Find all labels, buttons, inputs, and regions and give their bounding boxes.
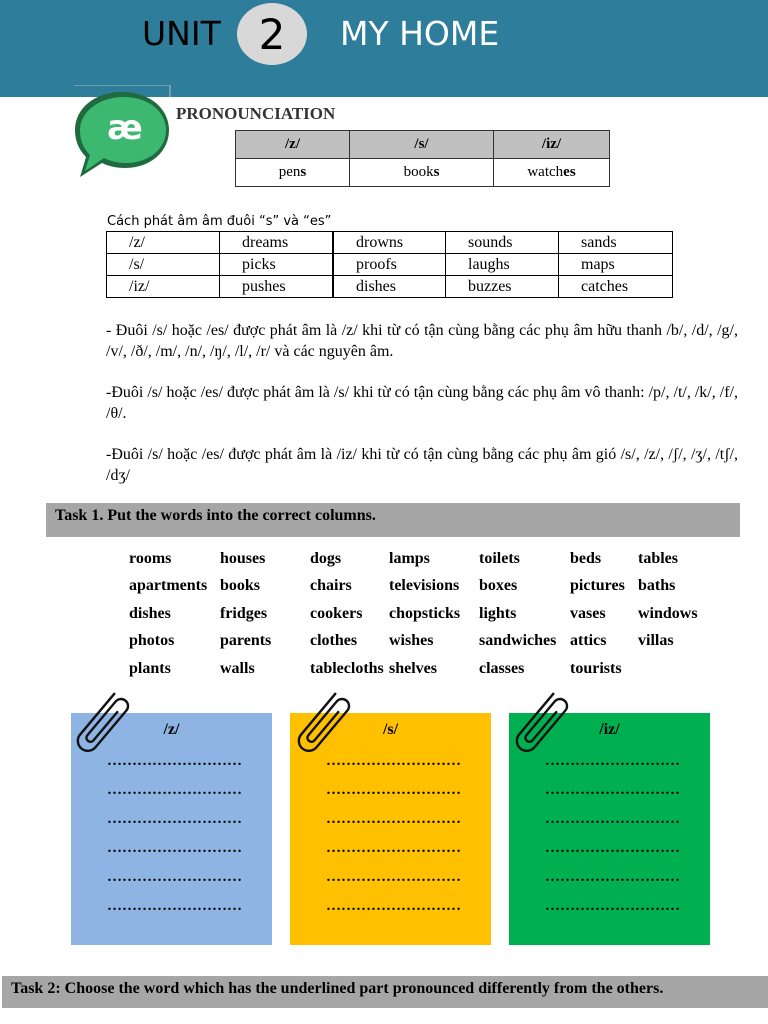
answer-blank[interactable]: ……………………… bbox=[545, 898, 680, 914]
word-item: fridges bbox=[220, 605, 268, 622]
paperclip-icon bbox=[283, 684, 363, 764]
table-cell: laughs bbox=[446, 254, 559, 276]
answer-blank[interactable]: ……………………… bbox=[107, 811, 242, 827]
rule-s: -Đuôi /s/ hoặc /es/ được phát âm là /s/ khi từ có tận cùng bằng các phụ âm vô thanh: /p/, /t/, /k/, /f/, /θ/. bbox=[106, 384, 738, 422]
table-cell: proofs bbox=[333, 254, 446, 276]
word-item: boxes bbox=[479, 577, 518, 594]
table-cell: dreams bbox=[220, 232, 334, 254]
header-iz: /iz/ bbox=[494, 131, 610, 159]
answer-blank[interactable]: ……………………… bbox=[545, 840, 680, 856]
svg-text:æ: æ bbox=[107, 108, 143, 148]
word-item: dishes bbox=[129, 605, 171, 622]
answer-blank[interactable]: ……………………… bbox=[107, 753, 242, 769]
word-item: vases bbox=[570, 605, 606, 622]
word-item: photos bbox=[129, 632, 175, 649]
unit-label: UNIT bbox=[142, 14, 221, 53]
table-cell: pushes bbox=[220, 276, 334, 298]
answer-blank[interactable]: ……………………… bbox=[545, 782, 680, 798]
answer-blank[interactable]: ……………………… bbox=[545, 869, 680, 885]
unit-number-badge: 2 bbox=[237, 3, 307, 65]
table-row bbox=[107, 232, 673, 254]
unit-title: MY HOME bbox=[340, 14, 500, 53]
word-item: tourists bbox=[570, 660, 622, 677]
paperclip-icon bbox=[501, 684, 581, 764]
answer-blank[interactable]: ……………………… bbox=[107, 782, 242, 798]
word-item: shelves bbox=[389, 660, 437, 677]
table-cell: drowns bbox=[333, 232, 446, 254]
word-item: chairs bbox=[310, 577, 352, 594]
word-item: tables bbox=[638, 550, 678, 567]
answer-blank[interactable]: ……………………… bbox=[545, 811, 680, 827]
word-item: classes bbox=[479, 660, 525, 677]
answer-blank[interactable]: ……………………… bbox=[326, 869, 461, 885]
ending-table-caption: Cách phát âm âm đuôi “s” và “es” bbox=[107, 214, 332, 229]
pronunciation-table bbox=[235, 130, 610, 187]
word-item: plants bbox=[129, 660, 171, 677]
speech-bubble-ae-icon bbox=[70, 85, 174, 180]
answer-blank[interactable]: ……………………… bbox=[107, 840, 242, 856]
word-item: dogs bbox=[310, 550, 342, 567]
example-s: books bbox=[350, 159, 494, 187]
task1-heading: Task 1. Put the words into the correct columns. bbox=[46, 503, 740, 537]
pronunciation-title: PRONOUNCIATION bbox=[176, 104, 336, 123]
word-item: sandwiches bbox=[479, 632, 557, 649]
table-cell: sands bbox=[559, 232, 673, 254]
ending-table bbox=[106, 231, 673, 298]
word-item: toilets bbox=[479, 550, 520, 567]
answer-blank[interactable]: ……………………… bbox=[107, 898, 242, 914]
word-item: books bbox=[220, 577, 261, 594]
column-z-label: /z/ bbox=[163, 721, 180, 738]
word-item: chopsticks bbox=[389, 605, 461, 622]
answer-blank[interactable]: ……………………… bbox=[107, 869, 242, 885]
answer-blank[interactable]: ……………………… bbox=[326, 840, 461, 856]
word-item: villas bbox=[638, 632, 674, 649]
table-row bbox=[107, 254, 673, 276]
task2-heading: Task 2: Choose the word which has the underlined part pronounced differently from the others. bbox=[2, 976, 768, 1008]
word-item: walls bbox=[220, 660, 255, 677]
answer-blank[interactable]: ……………………… bbox=[326, 753, 461, 769]
example-iz: watches bbox=[494, 159, 610, 187]
column-iz-label: /iz/ bbox=[599, 721, 620, 738]
table-cell: maps bbox=[559, 254, 673, 276]
table-cell: buzzes bbox=[446, 276, 559, 298]
answer-blank[interactable]: ……………………… bbox=[326, 782, 461, 798]
answer-blank[interactable]: ……………………… bbox=[326, 811, 461, 827]
word-item: clothes bbox=[310, 632, 358, 649]
word-item: windows bbox=[638, 605, 698, 622]
paperclip-icon bbox=[62, 684, 142, 764]
word-item: pictures bbox=[570, 577, 625, 594]
header-z: /z/ bbox=[236, 131, 350, 159]
word-item: baths bbox=[638, 577, 676, 594]
table-cell: dishes bbox=[333, 276, 446, 298]
table-cell: /s/ bbox=[107, 254, 220, 276]
header-banner bbox=[0, 0, 768, 97]
column-s-label: /s/ bbox=[382, 721, 399, 738]
word-item: attics bbox=[570, 632, 607, 649]
answer-blank[interactable]: ……………………… bbox=[545, 753, 680, 769]
word-item: parents bbox=[220, 632, 272, 649]
table-row bbox=[107, 276, 673, 298]
table-cell: sounds bbox=[446, 232, 559, 254]
word-item: cookers bbox=[310, 605, 363, 622]
header-s: /s/ bbox=[350, 131, 494, 159]
table-cell: picks bbox=[220, 254, 334, 276]
word-item: tablecloths bbox=[310, 660, 384, 677]
word-item: lights bbox=[479, 605, 517, 622]
rule-iz: -Đuôi /s/ hoặc /es/ được phát âm là /iz/ khi từ có tận cùng bằng các phụ âm gió /s/, /z/, /ʃ/, /ʒ/, /tʃ/, /dʒ/ bbox=[106, 446, 738, 484]
table-cell: /z/ bbox=[107, 232, 220, 254]
rule-z: - Đuôi /s/ hoặc /es/ được phát âm là /z/ khi từ có tận cùng bằng các phụ âm hữu thanh /b/, /d/, /g/, /v/, /ð/, /m/, /n/, /ŋ/, /l/, /r/ và các nguyên âm. bbox=[106, 322, 738, 360]
word-item: rooms bbox=[129, 550, 172, 567]
word-item: lamps bbox=[389, 550, 430, 567]
word-item: wishes bbox=[389, 632, 434, 649]
answer-blank[interactable]: ……………………… bbox=[326, 898, 461, 914]
word-item: apartments bbox=[129, 577, 208, 594]
table-cell: catches bbox=[559, 276, 673, 298]
example-z: pens bbox=[236, 159, 350, 187]
word-item: televisions bbox=[389, 577, 460, 594]
table-cell: /iz/ bbox=[107, 276, 220, 298]
word-item: houses bbox=[220, 550, 266, 567]
word-item: beds bbox=[570, 550, 602, 567]
